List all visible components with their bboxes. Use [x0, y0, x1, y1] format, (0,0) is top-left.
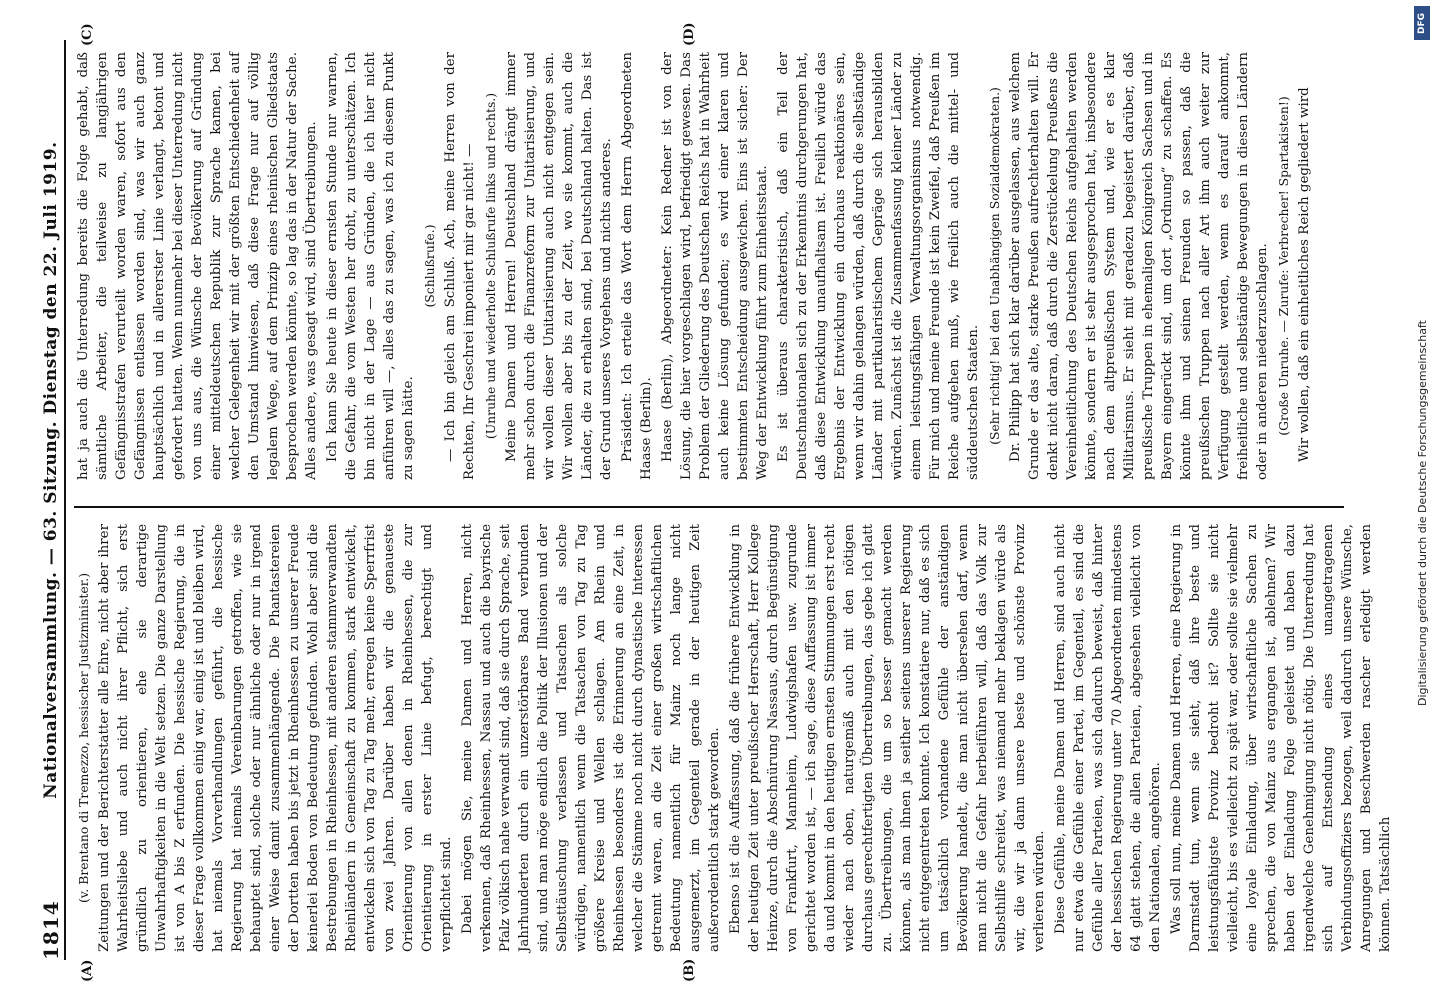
paragraph: hat ja auch die Unterredung bereits die Folge gehabt, daß sämtliche Arbeiter, die teilweise zu langjährigen Gefängnisstrafen verurteilt worden waren, sofort aus den Gefängnissen entlassen worden sind, was wir auch ganz hauptsächlich und in allererster Linie verlangt, betont und gefordert hatten. Wenn nunmehr bei dieser Unterredung nicht von uns aus, die Wünsche der Bevölkerung auf Gründung einer mitteldeutschen Republik zur Sprache kamen, bei welcher Gelegenheit wir mit der größten Entschiedenheit auf den Umstand hinwiesen, daß diese Frage nur auf völlig legalem Wege, auf dem Prinzip eines rheinischen Gliedstaats besprochen werden könnte, so lag das in der Natur der Sache. Alles andere, was gesagt wird, sind Übertreibungen. — [76, 52, 319, 480]
credit-text: Digitalisierung gefördert durch die Deutsche Forschungsgemeinschaft — [1416, 320, 1429, 706]
paragraph: Wir wollen, daß ein einheitliches Reich gegliedert wird — [1297, 87, 1312, 462]
paragraph: Dabei mögen Sie, meine Damen und Herren, nicht verkennen, daß Rheinhessen, Nassau und auch die bayrische Pfalz völkisch nahe verwandt sind, daß sie durch Sprache, seit Jahrhunderten durch ein unzerstörbares Band verbunden sind, und man möge endlich die Politik der Illusionen und der Selbsttäuschung verlassen und Tatsachen als solche würdigen, namentlich wenn die Tatsachen von Tag zu Tag größere Kreise und Wellen schlagen. Am Rhein und Rheinhessen besonders ist die Erinnerung an eine Zeit, in welcher die Stämme noch nicht durch dynastische Interessen getrennt waren, an die Zeit einer großen wirtschaftlichen Bedeutung namentlich für Mainz noch lange nicht ausgemerzt, im Gegenteil gerade in der heutigen Zeit außerordentlich stark geworden. — [460, 524, 722, 952]
margin-letter-a: (A) — [80, 959, 95, 982]
paragraph: Dr. Philipp hat sich klar darüber ausgelassen, aus welchem Grunde er das alte, starke Preußen aufrechterhalten will. Er denkt nicht daran, daß durch die Zerstückelung Preußens die Vereinheitlichung des Deutschen Reichs aufgehalten werden könnte, sondern er ist sehr ausgesprochen hat, insbesondere nach dem altpreußischen System und, wie er es klar Militarismus. Er sieht mit geradezu begeistert darüber, daß preußische Truppen in ehemaligen Königreich Sachsen und in Bayern eingerückt sind, um dort „Ordnung“ zu schaffen. Es könnte ihm und seinen Freunden so passen, daß die preußischen Truppen nach aller Art ihm auch weiter zur Verfügung gestellt werden, wenn es darauf ankommt, freiheitliche und selbständige Bewegungen in diesen Ländern oder in anderen niederzuschlagen. — [1008, 52, 1270, 480]
margin-letter-b: (B) — [682, 958, 697, 982]
paragraph: Ich kann Sie heute in dieser ernsten Stunde nur warnen, die Gefahr, die vom Westen her droht, zu unterschätzen. Ich bin nicht in der Lage — aus Gründen, die ich hier nicht anführen will —, alles das zu sagen, was ich zu diesem Punkt zu sagen hätte. — [325, 52, 416, 480]
page-number: 1814 — [39, 900, 63, 960]
page-header — [38, 40, 66, 960]
interjection: (Sehr richtig! bei den Unabhängigen Sozialdemokraten.) — [987, 87, 1002, 445]
margin-letter-d: (D) — [682, 22, 697, 46]
running-title: Nationalversammlung. — 63. Sitzung. Dienstag den 22. Juli 1919. — [41, 141, 61, 799]
speaker-line: (v. Brentano di Tremezzo, hessischer Justizminister.) — [76, 572, 91, 904]
margin-letter-c: (C) — [80, 23, 95, 46]
column-divider — [74, 507, 1344, 509]
right-text-column — [74, 52, 1344, 480]
paragraph: — Ich bin gleich am Schluß. Ach, meine Herren von der Rechten, Ihr Geschrei imponiert mir gar nicht! — — [443, 52, 477, 480]
paragraph: Was soll nun, meine Damen und Herren, eine Regierung in Darmstadt tun, wenn sie sieht, daß ihre beste und leistungsfähigste Provinz bedroht ist? Sollte sie nicht vielleicht, bis es vielleicht zu spät war, oder sollte sie vielmehr eine loyale Einladung, über wirtschaftliche Sachen zu sprechen, die von Mainz aus ergangen ist, ablehnen? Wir haben der Einladung Folge geleistet und haben dazu irgendwelche Genehmigung nicht nötig. Die Unterredung hat sich auf Entsendung eines unangetragenen Verbindungsoffiziers bezogen, weil dadurch unsere Wünsche, Anregungen und Beschwerden rascher erledigt werden können. Tatsächlich — [1169, 524, 1393, 952]
paragraph: Diese Gefühle, meine Damen und Herren, sind auch nicht nur etwa die Gefühle einer Partei, im Gegenteil, es sind die Gefühle aller Parteien, was sich dadurch beweist, daß hinter der hessischen Regierung unter 70 Abgeordneten mindestens 64 glatt stehen, die allen Parteien, abgesehen vielleicht von den Nationalen, angehören. — [1053, 524, 1163, 952]
digitization-credit — [1412, 0, 1434, 1000]
interjection: (Große Unruhe. — Zurufe: Verbrecher! Spartakisten!) — [1276, 96, 1291, 436]
president-statement: Präsident: Ich erteile das Wort dem Herrn Abgeordneten Haase (Berlin). — [620, 52, 654, 480]
paragraph: Zeitungen und der Berichterstatter alle Ehre, nicht aber ihrer Wahrheitsliebe und auch nicht ihrer Pflicht, sich erst gründlich zu orientieren, ehe sie derartige Unwahrhaftigkeiten in die Welt setzen. Die ganze Darstellung ist von A bis Z erfunden. Die hessische Regierung, die in dieser Frage vollkommen einig war, einig ist und bleiben wird, hat niemals Vorverhandlungen geführt, die hessische Regierung hat niemals Vereinbarungen getroffen, wie sie behauptet sind, solche oder nur ähnliche oder nur in irgend einer Weise damit zusammenhängende. Die Phantastereien der Dortten haben bis jetzt in Rheinhessen zu unserer Freude keinerlei Boden von Bedeutung gefunden. Wohl aber sind die Bestrebungen in Rheinhessen, mit anderen stammverwandten Rheinländern in Gemeinschaft zu kommen, stark entwickelt, entwickeln sich von Tag zu Tag mehr, erregen keine Sperrfrist von zwei Jahren. Darüber haben wir die genaueste Orientierung von allen denen in Rheinhessen, die zur Orientierung in erster Linie befugt, berechtigt und verpflichtet sind. — [97, 524, 454, 952]
left-text-column — [74, 524, 1393, 952]
interjection: (Schlußrufe.) — [422, 224, 437, 308]
paragraph: Es ist überaus charakteristisch, daß ein Teil der Deutschnationalen sich zu der Erkenntnis durchgerungen hat, daß diese Entwicklung unaufhaltsam ist. Freilich würde das Ergebnis der Entwicklung ein durchaus reaktionäres sein, wenn wir dahin gelangen würden, daß durch die selbständige Länder mit partikularistischem Gepräge sich herausbilden würden. Zunächst ist die Zusammenfassung kleiner Länder zu einem leistungsfähigen Verwaltungsorganismus notwendig. Für mich und meine Freunde ist kein Zweifel, daß Preußen im Reiche aufgehen muß, wie freilich auch die mittel- und süddeutschen Staaten. — [776, 52, 981, 480]
paragraph: Ebenso ist die Auffassung, daß die frühere Entwicklung in der heutigen Zeit unter preußischer Herrschaft, Herr Kollege Heinze, durch die Abschnürung Nassaus, durch Begünstigung von Frankfurt, Mannheim, Ludwigshafen usw. zugrunde gerichtet worden ist, — ich sage, diese Auffassung ist immer da und kommt in den heutigen ernsten Stimmungen erst recht wieder nach oben, naturgemäß auch mit den nötigen durchaus gerechtfertigten Übertreibungen, das gebe ich glatt zu. Übertreibungen, die um so besser gemacht werden können, als man ihnen ja seither seitens unserer Regierung nicht entgegentreten konnte. Ich konstatiere nur, daß es sich um tatsächlich vorhandene Gefühle der anständigen Bevölkerung handelt, die man nicht übersehen darf, wenn man nicht die Gefahr herbeiführen will, daß das Volk zur Selbsthilfe schreitet, was niemand mehr beklagen würde als wir, die wir ja dann unsere beste und schönste Provinz verlieren würden. — [728, 524, 1047, 952]
interjection: (Unruhe und wiederholte Schlußrufe links und rechts.) — [483, 92, 498, 440]
dfg-logo: DFG — [1414, 6, 1430, 40]
paragraph: Meine Damen und Herren! Deutschland drängt immer mehr schon durch die Finanzreform zur Unitarisierung, und wir wollen dieser Unitarisierung auch nicht entgegen sein. Wir wollen aber bis zu der Zeit, wo sie kommt, auch die Länder, die zu erhalten sind, bei Deutschland halten. Das ist der Grund unseres Vorgehens und nichts anderes. — [504, 52, 614, 480]
speaker-statement: Haase (Berlin), Abgeordneter: Kein Redner ist von der Lösung, die hier vorgeschlagen wird, befriedigt gewesen. Das Problem der Gliederung des Deutschen Reichs hat in Wahrheit auch keine Lösung gefunden; es wird einer klaren und bestimmten Entscheidung ausgewichen. Eins ist sicher: Der Weg der Entwicklung führt zum Einheitsstaat. — [660, 52, 770, 480]
